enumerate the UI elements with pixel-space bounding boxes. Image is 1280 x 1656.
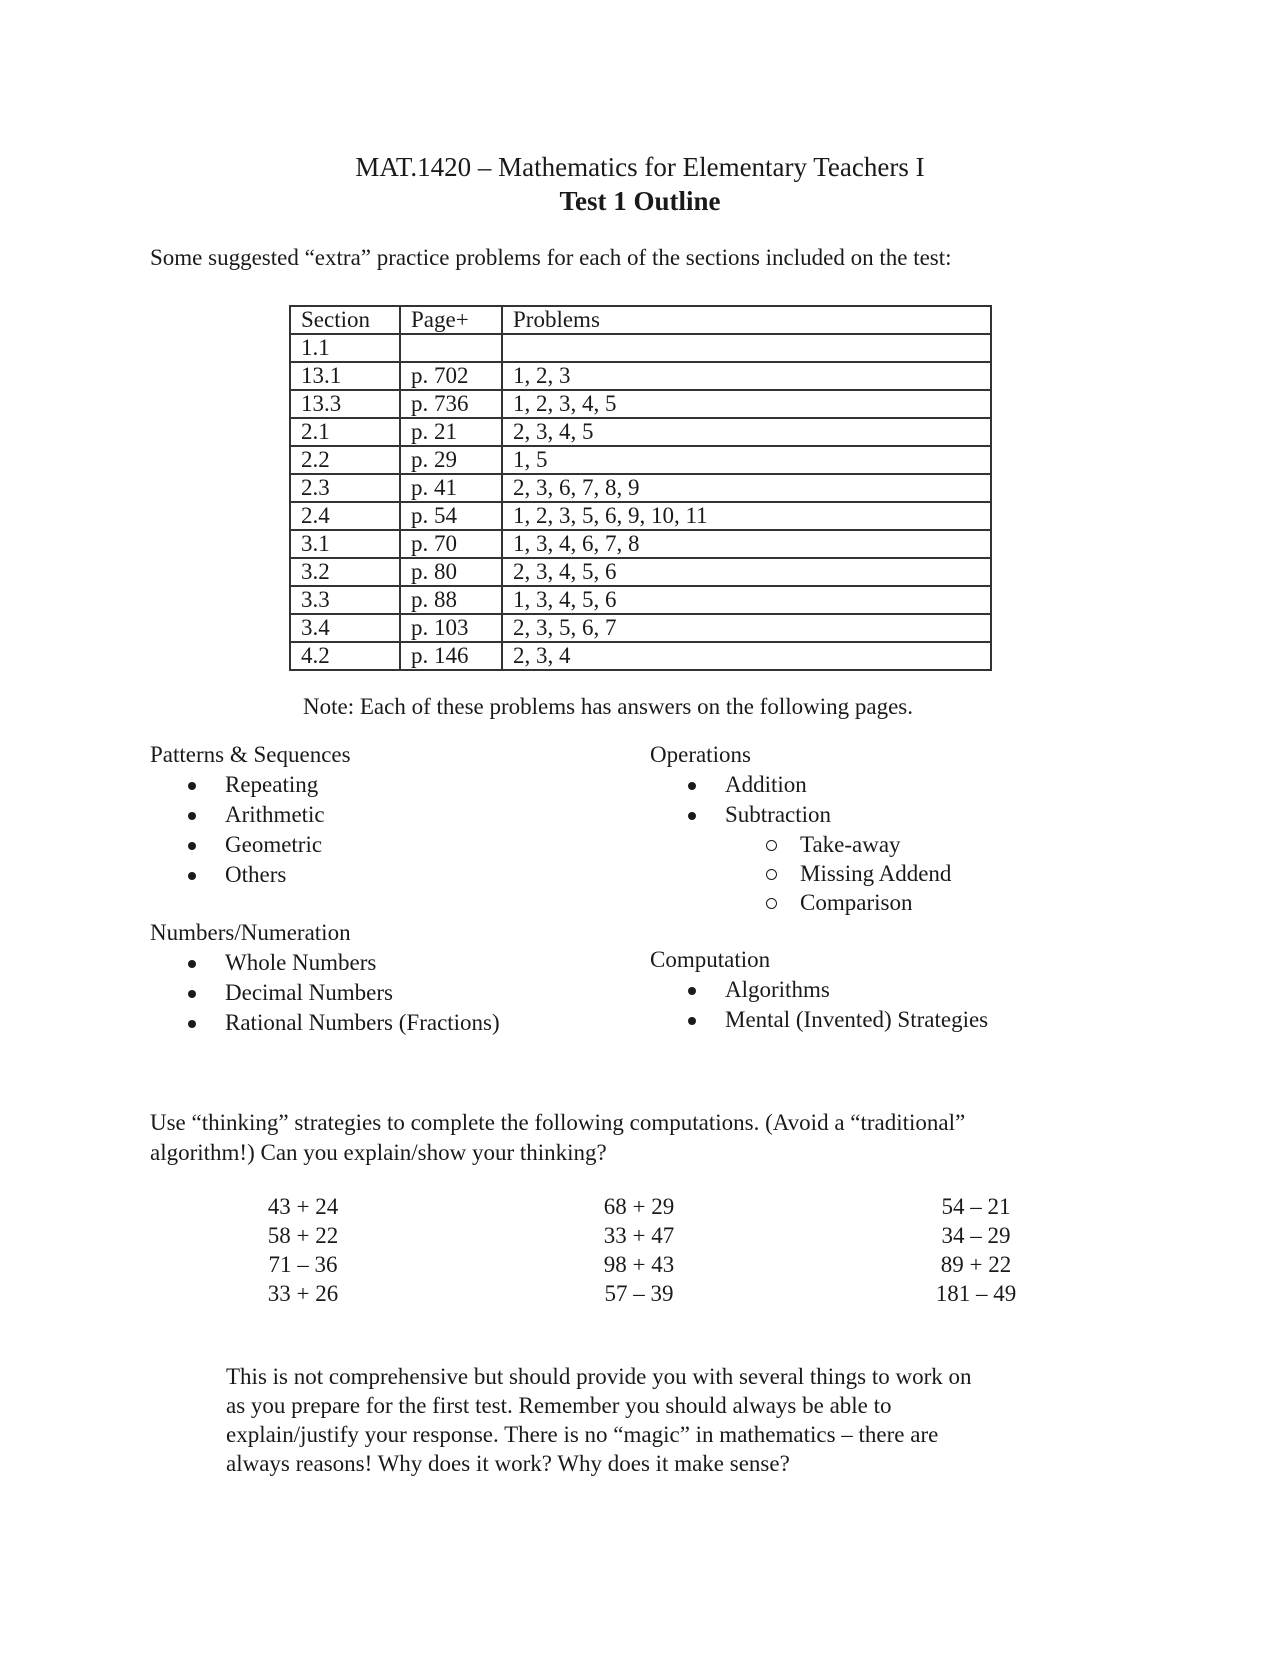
computation-item: 33 + 47 [603, 1223, 675, 1248]
computation-item: 43 + 24 [267, 1194, 339, 1219]
cell-section: 13.1 [290, 362, 400, 390]
computation-item: 98 + 43 [603, 1252, 675, 1277]
bullet-icon [688, 812, 696, 820]
computation-item: 54 – 21 [941, 1194, 1011, 1219]
closing-line: as you prepare for the first test. Remember you should always be able to [226, 1393, 892, 1418]
course-title: MAT.1420 – Mathematics for Elementary Teachers I [355, 152, 925, 182]
bullet-icon [688, 782, 696, 790]
topic-operations [650, 740, 951, 917]
cell-page [400, 334, 502, 362]
closing-line: always reasons! Why does it work? Why does it make sense? [226, 1451, 790, 1476]
sub-list-item: Comparison [650, 888, 951, 917]
cell-problems: 2, 3, 4 [502, 642, 991, 670]
computation-item: 33 + 26 [267, 1281, 339, 1306]
circle-bullet-icon [766, 840, 777, 851]
cell-page: p. 54 [400, 502, 502, 530]
list-item: Repeating [150, 770, 351, 800]
table-row [290, 418, 991, 446]
list-item: Arithmetic [150, 800, 351, 830]
table-row [290, 502, 991, 530]
circle-bullet-icon [766, 869, 777, 880]
cell-page: p. 29 [400, 446, 502, 474]
cell-section: 3.1 [290, 530, 400, 558]
table-row [290, 474, 991, 502]
computation-item: 58 + 22 [267, 1223, 339, 1248]
topic-numbers [150, 918, 500, 1038]
cell-section: 2.3 [290, 474, 400, 502]
document-header [0, 150, 1280, 218]
bullet-icon [188, 990, 196, 998]
topic-heading: Numbers/Numeration [150, 920, 351, 945]
table-header-row [290, 306, 991, 334]
table-row [290, 614, 991, 642]
intro-text: Some suggested “extra” practice problems for each of the sections included on the test: [150, 245, 952, 270]
thinking-line: algorithm!) Can you explain/show your thinking? [150, 1140, 607, 1165]
list-item: Others [150, 860, 351, 890]
list-item: Rational Numbers (Fractions) [150, 1008, 500, 1038]
header-page: Page+ [400, 306, 502, 334]
cell-page: p. 41 [400, 474, 502, 502]
cell-section: 2.1 [290, 418, 400, 446]
cell-page: p. 88 [400, 586, 502, 614]
cell-section: 3.4 [290, 614, 400, 642]
bullet-icon [688, 1017, 696, 1025]
list-item: Algorithms [650, 975, 988, 1005]
list-item: Decimal Numbers [150, 978, 500, 1008]
cell-page: p. 146 [400, 642, 502, 670]
table-row [290, 586, 991, 614]
table-row [290, 362, 991, 390]
computation-item: 89 + 22 [940, 1252, 1012, 1277]
computation-item: 68 + 29 [603, 1194, 675, 1219]
bullet-icon [188, 872, 196, 880]
table-row [290, 558, 991, 586]
closing-paragraph [226, 1362, 1126, 1478]
cell-section: 3.3 [290, 586, 400, 614]
header-problems: Problems [502, 306, 991, 334]
cell-problems: 2, 3, 5, 6, 7 [502, 614, 991, 642]
list-item: Mental (Invented) Strategies [650, 1005, 988, 1035]
cell-problems: 1, 2, 3 [502, 362, 991, 390]
computation-item: 57 – 39 [604, 1281, 674, 1306]
computation-item: 181 – 49 [935, 1281, 1017, 1306]
cell-problems: 2, 3, 4, 5, 6 [502, 558, 991, 586]
thinking-line: Use “thinking” strategies to complete the following computations. (Avoid a “traditional” [150, 1110, 966, 1135]
cell-problems: 2, 3, 4, 5 [502, 418, 991, 446]
cell-problems [502, 334, 991, 362]
cell-page: p. 70 [400, 530, 502, 558]
circle-bullet-icon [766, 898, 777, 909]
sub-list-item: Missing Addend [650, 859, 951, 888]
cell-problems: 2, 3, 6, 7, 8, 9 [502, 474, 991, 502]
bullet-icon [688, 987, 696, 995]
table-note: Note: Each of these problems has answers on the following pages. [303, 694, 913, 719]
list-item: Geometric [150, 830, 351, 860]
header-section: Section [290, 306, 400, 334]
cell-problems: 1, 3, 4, 5, 6 [502, 586, 991, 614]
table-row [290, 334, 991, 362]
cell-section: 3.2 [290, 558, 400, 586]
test-outline-title: Test 1 Outline [559, 186, 721, 216]
list-item: Addition [650, 770, 951, 800]
bullet-icon [188, 782, 196, 790]
bullet-icon [188, 812, 196, 820]
table-row [290, 390, 991, 418]
cell-section: 4.2 [290, 642, 400, 670]
practice-problems-table [289, 305, 992, 671]
cell-problems: 1, 3, 4, 6, 7, 8 [502, 530, 991, 558]
topic-heading: Operations [650, 742, 751, 767]
cell-problems: 1, 2, 3, 4, 5 [502, 390, 991, 418]
thinking-instructions [150, 1108, 1110, 1168]
cell-section: 13.3 [290, 390, 400, 418]
topic-computation [650, 945, 988, 1035]
topic-heading: Patterns & Sequences [150, 742, 351, 767]
list-item: Subtraction [650, 800, 951, 830]
closing-line: This is not comprehensive but should provide you with several things to work on [226, 1364, 972, 1389]
cell-page: p. 702 [400, 362, 502, 390]
computation-item: 34 – 29 [941, 1223, 1011, 1248]
table-row [290, 642, 991, 670]
cell-page: p. 21 [400, 418, 502, 446]
table-body [290, 334, 991, 670]
computation-item: 71 – 36 [268, 1252, 338, 1277]
list-item: Whole Numbers [150, 948, 500, 978]
cell-problems: 1, 2, 3, 5, 6, 9, 10, 11 [502, 502, 991, 530]
bullet-icon [188, 960, 196, 968]
cell-section: 2.2 [290, 446, 400, 474]
cell-page: p. 736 [400, 390, 502, 418]
cell-page: p. 80 [400, 558, 502, 586]
table-row [290, 446, 991, 474]
cell-section: 1.1 [290, 334, 400, 362]
table-row [290, 530, 991, 558]
closing-line: explain/justify your response. There is no “magic” in mathematics – there are [226, 1422, 939, 1447]
cell-section: 2.4 [290, 502, 400, 530]
topic-patterns [150, 740, 351, 890]
cell-page: p. 103 [400, 614, 502, 642]
bullet-icon [188, 1020, 196, 1028]
cell-problems: 1, 5 [502, 446, 991, 474]
sub-list-item: Take-away [650, 830, 951, 859]
bullet-icon [188, 842, 196, 850]
topic-heading: Computation [650, 947, 771, 972]
